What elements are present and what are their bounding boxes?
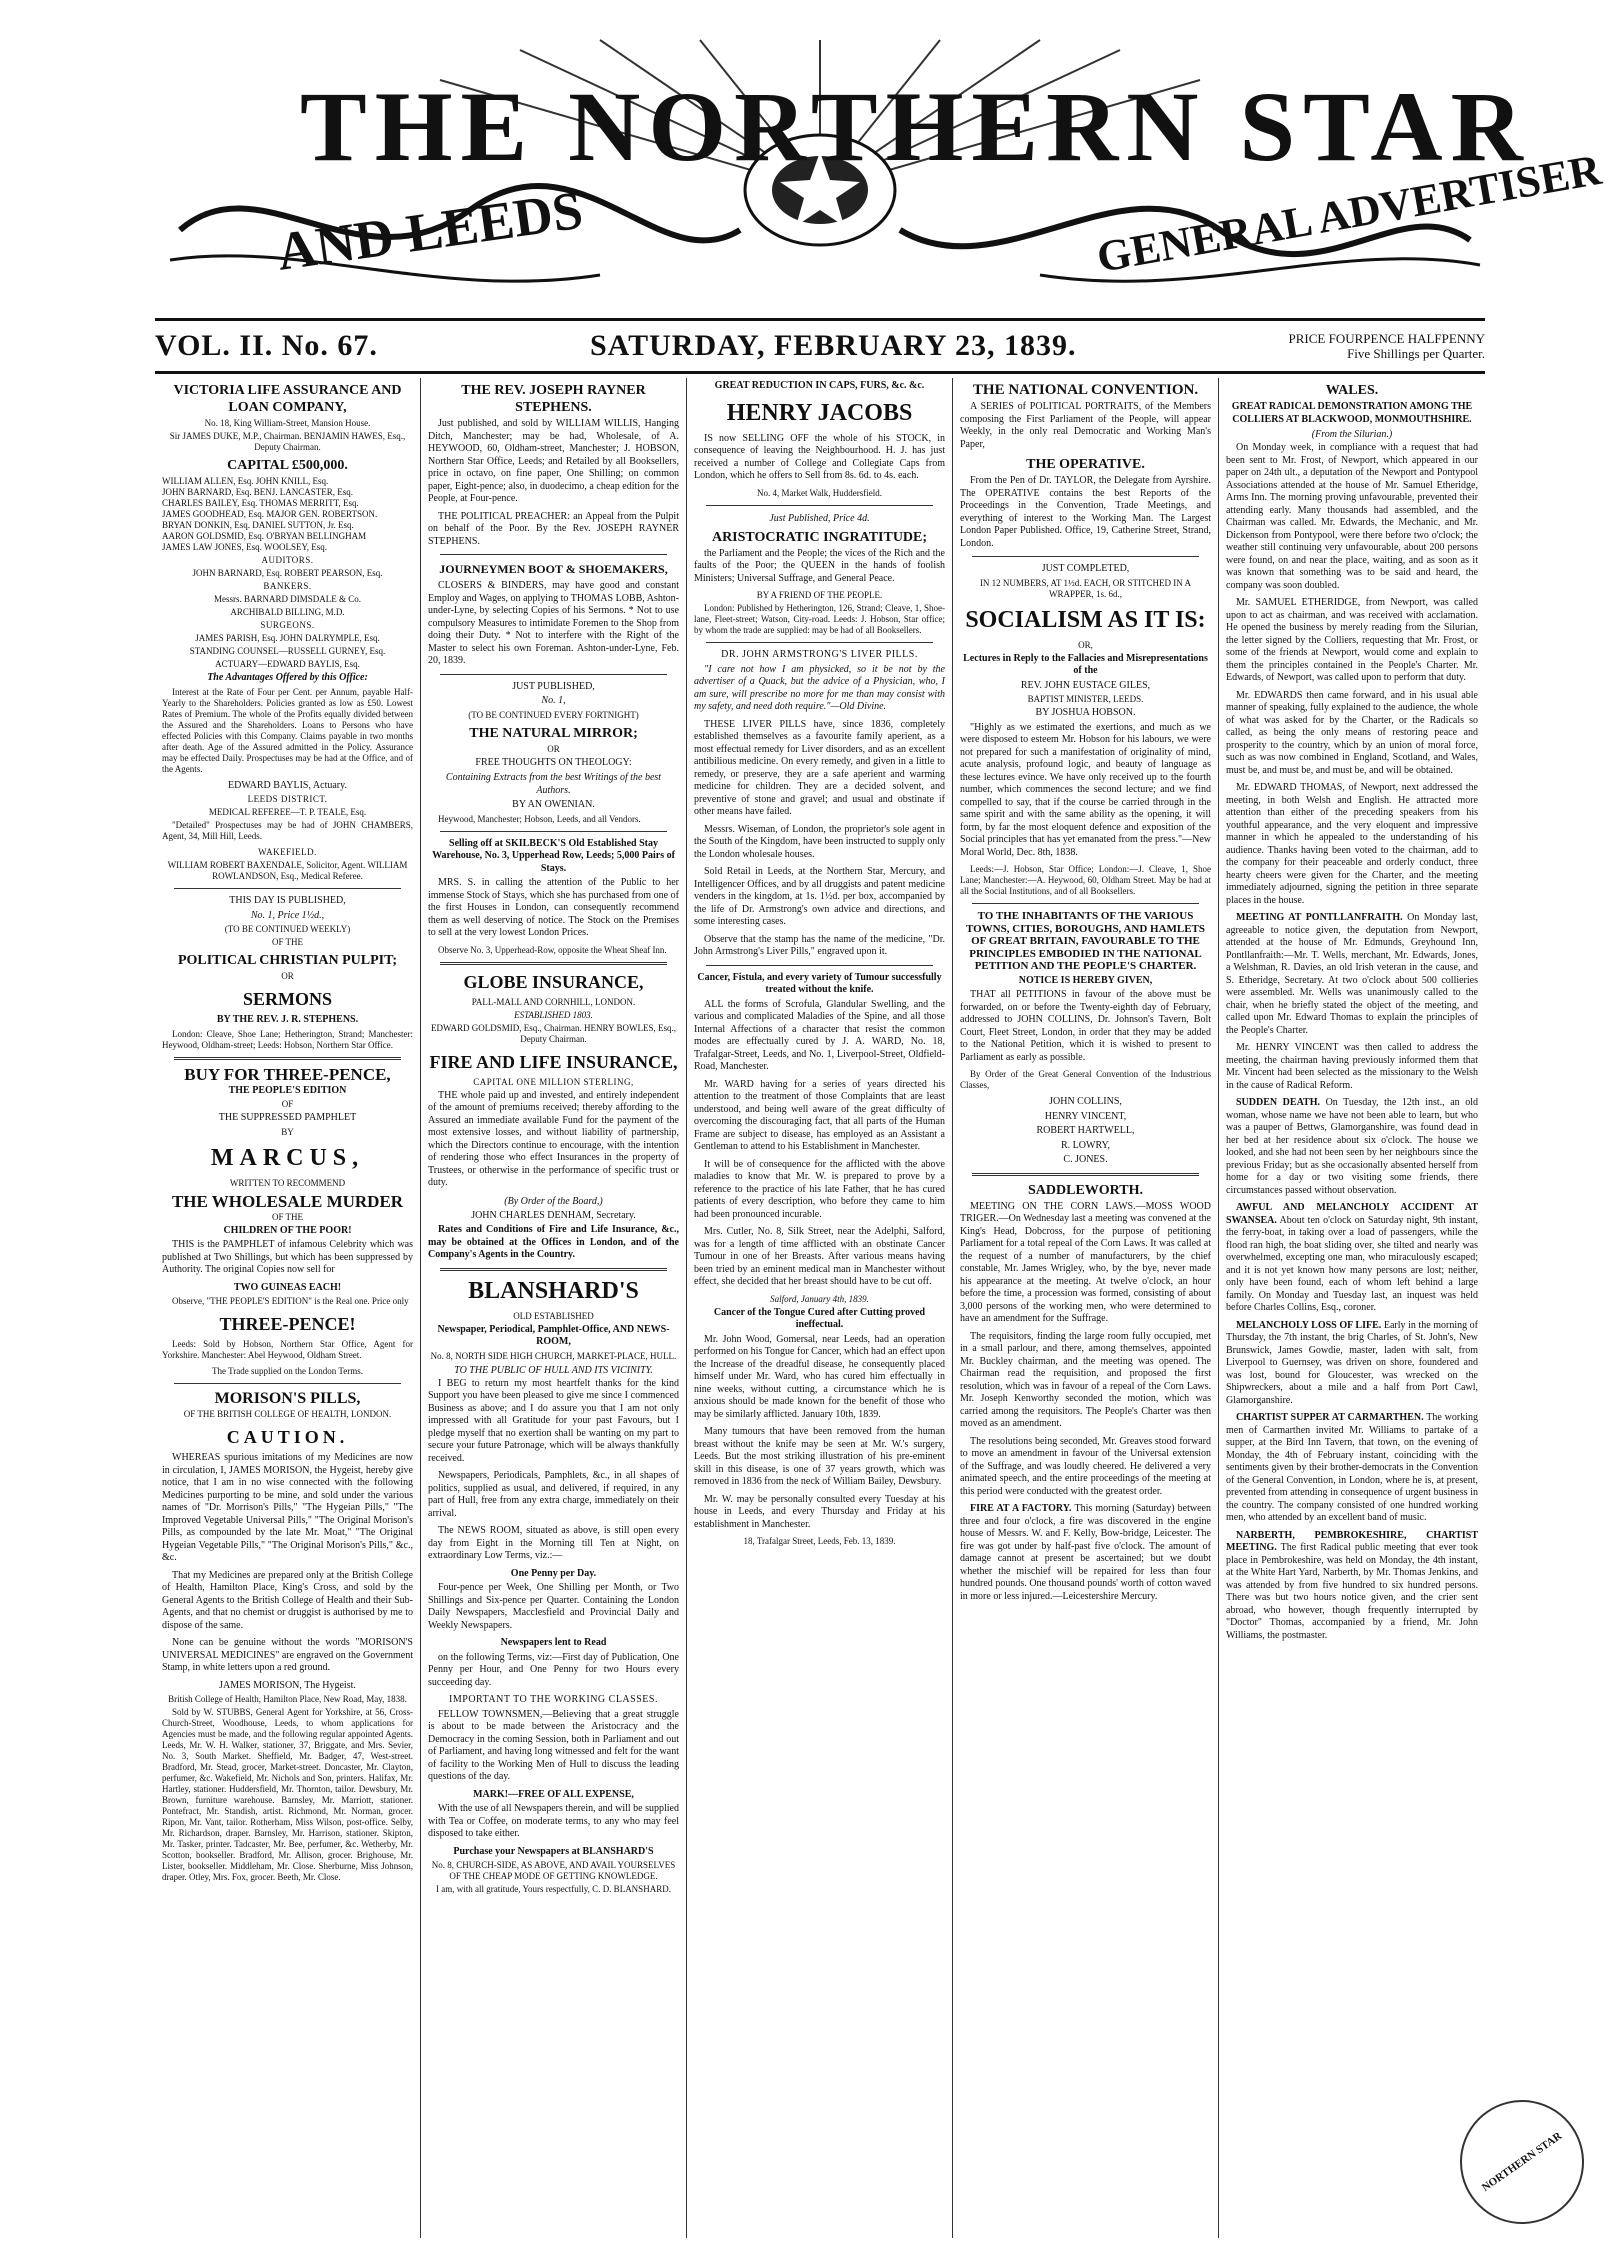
socialism-title: SOCIALISM AS IT IS:	[965, 606, 1206, 633]
divider	[706, 505, 933, 506]
journeymen-body: CLOSERS & BINDERS, may have good and constant Employ and Wages, on applying to THOMAS LOBB, Ashton-under-Lyne, by selecting Copies of his Sermons. * Not to use compulsory Measures to intimidate Foremen to the Shop from doing their Duty. * Not to interfere with the Right of the Master to select his own Foreman. Ashton-under-Lyne, Feb. 20, 1839.	[428, 580, 679, 666]
globe-chair: EDWARD GOLDSMID, Esq., Chairman. HENRY BOWLES, Esq., Deputy Chairman.	[431, 1022, 676, 1044]
dateline	[155, 318, 1485, 374]
socialism-numbers: IN 12 NUMBERS, AT 1½d. EACH, OR STITCHED IN A WRAPPER, 1s. 6d.,	[979, 577, 1192, 599]
marcus-sold: Leeds: Sold by Hobson, Northern Star Office, Agent for Yorkshire. Manchester: Abel Heywood, Oldham Street.	[162, 1339, 413, 1360]
narberth-body: The first Radical public meeting that ever took place in Pembrokeshire, was held on Monday, the 4th instant, at the White Hart Yard, Narberth, by Mr. Thomas Jenkins, and was attended by from five hundred to six hundred persons. There was but two hours notice given, and the crier sent abroad, who however, though frequently interrupted by "Doctor" Thomas, accompanied by a friend, Mr. John Williams, the postmaster.	[1226, 1542, 1478, 1641]
cancer-body: ALL the forms of Scrofula, Glandular Swelling, and the various and complicated Maladies of the Spine, and all those Internal Affections of a character that resist the common modes are effectually cured by J. A. WARD, No. 18, Trafalgar-Street, Leeds, and No. 1, Liverpool-Street, Oldfield-Road, Manchester.	[694, 998, 945, 1072]
jacobs-heading: HENRY JACOBS	[726, 399, 913, 426]
blanshard-address-2: No. 8, CHURCH-SIDE, AS ABOVE, AND AVAIL YOURSELVES OF THE CHEAP MODE OF GETTING KNOWLEDGE.	[431, 1860, 676, 1881]
armstrong-body-2: Messrs. Wiseman, of London, the proprietor's sole agent in the South of the Kingdom, have been instructed to supply only the London wholesale houses.	[694, 823, 945, 860]
saddleworth-body: MEETING ON THE CORN LAWS.—MOSS WOOD TRIGER.—On Wednesday last a meeting was convened at the King's Head, Dobcross, for the purpose of petitioning Parliament for a total repeal of the Corn Laws. It was called at the request of a number of manufacturers, by the chief constable, Mr. James Wrigley, who, by the bye, never made his appearance at the meeting. At twelve o'clock, an hour before the time, a procession was formed, consisting of about 3,000 persons of the working men, who were determined to have an amendment for the Suffrage.	[960, 1200, 1211, 1324]
physician: ARCHIBALD BILLING, M.D.	[230, 607, 345, 617]
signatory: HENRY VINCENT,	[1044, 1110, 1127, 1122]
sermons-pulpit: POLITICAL CHRISTIAN PULPIT;	[177, 953, 398, 968]
pontllanfraith	[1226, 912, 1478, 1037]
sudden-death-heading: SUDDEN DEATH.	[1236, 1097, 1320, 1108]
aristocratic-published: Just Published, Price 4d.	[769, 512, 870, 524]
globe-established: ESTABLISHED 1803.	[514, 1009, 593, 1020]
globe-address: PALL-MALL AND CORNHILL, LONDON.	[471, 996, 636, 1007]
blanshard-news: Newspaper, Periodical, Pamphlet-Office, AND NEWS-ROOM,	[437, 1323, 670, 1347]
capes-heading: GREAT REDUCTION IN CAPS, FURS, &c. &c.	[714, 380, 925, 391]
chartist-supper-heading: CHARTIST SUPPER AT CARMARTHEN.	[1236, 1412, 1424, 1423]
tongue-heading: Cancer of the Tongue Cured after Cutting proved ineffectual.	[713, 1306, 926, 1330]
socialism-or: OR,	[1078, 639, 1093, 650]
cancer-body-2: Mr. WARD having for a series of years directed his attention to the treatment of those Complaints that are least understood, and being well aware of the great difficulty of overcoming the discouraging fact, that all parts of the Human Frame are subject to disease, has employed as an Assistant a Gentleman to attend to his Establishment in Manchester.	[694, 1078, 945, 1152]
wales-sub: GREAT RADICAL DEMONSTRATION AMONG THE COLLIERS AT BLACKWOOD, MONMOUTHSHIRE.	[1231, 401, 1473, 425]
melancholy-loss-body: Early in the morning of Thursday, the 7th instant, the brig Charles, of St. John's, New Brunswick, James Gowdie, master, laden with salt, from Liverpool to Guernsey, was driven on shore, foundered and was lost, bound for Gloucester, was wrecked on the Shipwreckers, about a mile and a half from Port Cawl, Glamorganshire.	[1226, 1319, 1479, 1406]
surgeons-label: SURGEONS.	[260, 620, 315, 630]
divider	[972, 1173, 1199, 1176]
inhabitants-order: By Order of the Great General Convention of the Industrious Classes,	[960, 1069, 1211, 1090]
marcus-price: THREE-PENCE!	[219, 1314, 356, 1334]
signatory: R. LOWRY,	[1061, 1139, 1110, 1151]
mirror-continued: (TO BE CONTINUED EVERY FORTNIGHT)	[468, 709, 639, 720]
factory-fire-body: This morning (Saturday) between three and four o'clock, a fire was discovered in the engine house of Messrs. W. and F. Kelly, Bow-bridge, Leicester. The fire was got under by half-past five o'clock. The amount of damage cannot at present be ascertained; but we doubt whether the mischief will be repaired for less than four hundred pounds. One thousand pounds' worth of cotton waved in more or less injured.—Leicestershire Mercury.	[960, 1503, 1211, 1602]
caution-place: British College of Health, Hamilton Place, New Road, May, 1838.	[168, 1694, 407, 1704]
director-line: WILLIAM ALLEN, Esq. JOHN KNILL, Esq.	[162, 476, 329, 486]
socialism-published: JUST COMPLETED,	[1041, 563, 1130, 574]
socialism-sold: Leeds:—J. Hobson, Star Office; London:—J. Cleave, 1, Shoe Lane; Manchester:—A. Heywood, 60, Oldham Street. May be had at all the Social Institutions, and of all Booksellers.	[960, 864, 1211, 896]
blanshard-penny: One Penny per Day.	[510, 1567, 597, 1579]
wales-body: On Monday week, in compliance with a request that had been sent to Mr. Frost, of Newport, which appeared in our paper on 24th ult., a deputation of the Newport and Pontypool Associations attended at the house of Mr. Samuel Etheridge, Arms Inn. The morning proving unfavourable, prevented their attending early. Many thousands had assembled, and the Chairman was called. Mr. Edwards, the Mechanic, and Mr. Dickenson from Pontypool, were there before two o'clock; the weather still continuing very unfavourable, about 200 persons were found, on and near the place, waiting, and as soon as it was known that something was to be said and heard, the company was soon doubled.	[1226, 442, 1478, 591]
blanshard-lent-body: on the following Terms, viz:—First day of Publication, One Penny per Hour, and One Penny for two Hours every succeeding day.	[428, 1651, 679, 1688]
blanshard-body-2: Newspapers, Periodicals, Pamphlets, &c., in all shapes of politics, supplied as usual, and delivered, if required, in any part of Hull, free from any extra charge, immediately on their arrival.	[428, 1470, 679, 1519]
wakefield-label: WAKEFIELD.	[258, 847, 317, 857]
saddleworth-body-2: The requisitors, finding the large room fully occupied, met in a small parlour, and there, among themselves, appointed Mr. Buckley chairman, and the meeting was opened. The Chairman read the requisition, and proposed the first resolution, which was in favour of a repeal of the Corn Laws. Mr. Joseph Kenworthy seconded the motion, which was carried among the requisitors. The People's Charter was then moved as an amendment.	[960, 1330, 1211, 1429]
divider	[440, 1268, 667, 1271]
library-stamp: NORTHERN STAR	[1436, 2076, 1609, 2249]
director-line: BRYAN DONKIN, Esq. DANIEL SUTTON, Jr. Esq.	[162, 520, 354, 530]
armstrong-observe: Observe that the stamp has the name of the medicine, "Dr. John Armstrong's Liver Pills," engraved upon it.	[694, 933, 945, 957]
mirror-sold: Heywood, Manchester; Hobson, Leeds, and all Vendors.	[438, 813, 641, 824]
masthead-engraving	[140, 40, 1605, 310]
fire-rates: Rates and Conditions of Fire and Life Insurance, &c., may be obtained at the Offices in London, and of the Company's Agents in the Country.	[428, 1224, 679, 1260]
socialism-rev: REV. JOHN EUSTACE GILES,	[1020, 679, 1151, 691]
buy-by: BY	[281, 1126, 294, 1137]
awful-accident-heading: AWFUL AND MELANCHOLY ACCIDENT AT SWANSEA.	[1226, 1202, 1478, 1226]
marcus-written: WRITTEN TO RECOMMEND	[229, 1177, 346, 1188]
sermons-published: THIS DAY IS PUBLISHED,	[229, 895, 346, 906]
armstrong-quote: "I care not how I am physicked, so it be not by the advertiser of a Quack, but the advice of a Physician, who, I am sure, will prescribe no more for me than may consist with my safety, and need doth require."—Old Divine.	[694, 663, 945, 712]
marcus-observe: Observe, "THE PEOPLE'S EDITION" is the Real one. Price only	[172, 1296, 409, 1306]
marcus-body: THIS is the PAMPHLET of infamous Celebrity which was published at Two Shillings, but which has been suppressed by Authority. The original Copies now sell for	[162, 1239, 413, 1275]
caution-agents: Sold by W. STUBBS, General Agent for Yorkshire, at 56, Cross-Church-Street, Woodhouse, Leeds, to whom applications for Agencies must be made, and the following regular appointed Agents. Leeds, Mr. W. H. Walker, stationer, 37, Briggate, and Mrs. Sevier, No. 3, South Market. Sheffield, Mr. Badger, 47, West-street. Bradford, Mr. Stead, grocer, Market-street. Doncaster, Mr. Clayton, perfumer, &c. Wakefield, Mr. Nichols and Son, printers. Halifax, Mr. Hartley, stationer. Huddersfield, Mr. Thornton, tailor. Dewsbury, Mr. Brown, furniture warehouse. Barnsley, Mr. Marriott, stationer. Pontefract, Mr. Standish, artist. Richmond, Mr. Norman, grocer. Ripon, Mr. Vant, tailor. Rotherham, Miss Wilson, post-office. Selby, Mr. Richardson, draper. Barnsley, Mr. Harrison, stationer. Skipton, Mr. Tasker, printer. Tadcaster, Mr. Bee, perfumer, &c. Wetherby, Mr. Scotton, bookseller. Bradford, Mr. Allison, grocer. Brighouse, Mr. Lister, bookseller. Middleham, Mr. Close. Sherburne, Miss Johnson, draper. Otley, Mrs. Fox, grocer. Beeth, Mr. Close.	[162, 1707, 413, 1882]
column-3	[687, 378, 953, 2238]
wales-body-2: Mr. SAMUEL ETHERIDGE, from Newport, was called upon to act as chairman, and was received with acclamation. He opened the business by merely reading from the Silurian, the letter signed by the Colliers, requesting that Mr. Frost, or some of the friends at Newport, would come and explain to them the principles contained in the People's Charter. Mr. Edwards, of Newport, was called upon to perform that duty.	[1226, 597, 1478, 683]
cancer-heading: Cancer, Fistula, and every variety of Tumour successfully treated without the knife.	[697, 971, 942, 995]
bankers-label: BANKERS.	[263, 581, 312, 591]
actuary: ACTUARY—EDWARD BAYLIS, Esq.	[215, 659, 360, 669]
buy-edition: THE PEOPLE'S EDITION	[228, 1084, 347, 1096]
pontllanfraith-heading: MEETING AT PONTLLANFRAITH.	[1236, 912, 1403, 923]
socialism-sub: Lectures in Reply to the Fallacies and Misrepresentations of the	[963, 652, 1208, 676]
wales-body-4: Mr. EDWARD THOMAS, of Newport, next addressed the meeting, in both Welsh and English. He attracted more attention than either of the preceding speakers from his youthful appearance, and the very eloquent and impressive manner in which he appealed to the understanding of his audience. Thanks having been voted to the chairman, add to the company for their peaceable and orderly conduct, three hearty cheers were given for the Charter, and the meeting immediately adjourned, signing the petition in three separate places in the house.	[1226, 782, 1478, 906]
tongue-address: 18, Trafalgar Street, Leeds, Feb. 13, 1839.	[743, 1536, 896, 1546]
blanshard-body-3: The NEWS ROOM, situated as above, is still open every day from Eight in the Morning till Ten at Night, on extraordinary Low Terms, viz.:—	[428, 1525, 679, 1561]
chartist-supper-body: The working men of Carmarthen invited Mr. Williams to partake of a supper, at the Bird Inn Tavern, that town, on the evening of Monday, the 4th of February instant, coinciding with the sentiments given by their brother-democrats in the Convention of the General Convention, in London, where he is, at present, prevented from attending in consequence of urgent business in the country. The company consisted of one hundred working men, who attended by an excellent band of music.	[1226, 1412, 1478, 1523]
column-1	[155, 378, 421, 2238]
divider	[972, 556, 1199, 557]
marcus-murder: THE WHOLESALE MURDER	[171, 1191, 404, 1211]
blanshard-body: I BEG to return my most heartfelt thanks for the kind Support you have been pleased to give me since I commenced Business as above; and I do assure you that I am not only impressed with all Gratitude for your past Favours, but I pledge myself that no exertion shall be wanting on my part to secure your future Patronage, which will be always thankfully received.	[428, 1377, 679, 1464]
armstrong-sold: Sold Retail in Leeds, at the Northern Star, Mercury, and Intelligencer Offices, and by all druggists and patent medicine venders in the kingdom, at 1s. 1½d. per box, accompanied by the life of Dr. Armstrong's own advice and directions, and some interesting cases.	[694, 866, 945, 927]
caution-body-2: That my Medicines are prepared only at the British College of Health, Hamilton Place, King's Cross, and sold by the General Agents to the British College of Health and their Sub-Agents, and that no chemist or druggist is authorised by me to dispose of the same.	[162, 1569, 413, 1631]
pontllanfraith-body: On Monday last, agreeable to notice given, the deputation from Newport, attended at the house of Mr. Edmunds, Greyhound Inn, Pontllanfraith:—Mr. T. Wells, merchant, Mr. Edwards, Jones, a Welshman, R. Davies, an old Irish veteran in the cause, and S. Etheridge, Secretary. At two o'clock about 500 collieries were assembled. Mr. Wells was unanimously called to the chair, when he briefly stated the object of the meeting, and called upon Mr. Edward Thomas to explain the principles of the People's Charter.	[1226, 912, 1478, 1036]
sudden-death-body: On Tuesday, the 12th inst., an old woman, whose name we have not been able to learn, but who was a pauper of Bettws, Glamorganshire, was found dead in her bed at her residence about six o'clock. The house we looked, and she had not been seen by her neighbours since the previous Friday; but as she occasionally absented herself from home for a day or two visiting some friends, there circumstances passed without observation.	[1226, 1097, 1479, 1196]
stays-heading: Selling off at SKILBECK'S Old Established Stay Warehouse, No. 3, Upperhead Row, Leeds; 5,000 Pairs of Stays.	[432, 837, 675, 874]
melancholy-loss	[1226, 1320, 1478, 1408]
awful-accident	[1226, 1202, 1478, 1315]
divider	[440, 674, 667, 675]
sermons-body: London: Cleave, Shoe Lane; Hetherington, Strand; Manchester: Heywood, Oldham-street; Leeds: Hobson, Northern Star Office.	[162, 1028, 413, 1050]
price-notice	[1289, 331, 1485, 361]
wales-heading: WALES.	[1325, 383, 1379, 398]
inhabitants-heading: TO THE INHABITANTS OF THE VARIOUS TOWNS, CITIES, BOROUGHS, AND HAMLETS OF GREAT BRITAIN, FAVOURABLE TO THE PRINCIPLES EMBODIED IN THE NATIONAL PETITION AND THE PEOPLE'S CHARTER.	[965, 910, 1206, 972]
narberth-meeting	[1226, 1530, 1478, 1643]
director-line: JAMES GOODHEAD, Esq. MAJOR GEN. ROBERTSON.	[162, 509, 378, 519]
signatory: C. JONES.	[1063, 1154, 1108, 1165]
operative-body: From the Pen of Dr. TAYLOR, the Delegate from Ayrshire. The OPERATIVE contains the best Reports of the Proceedings in the Convention, Trade Meetings, and everything of interest to the Working Man. The Largest London Paper Published. Office, 19, Catherine Street, Strand, London.	[960, 475, 1211, 549]
column-4	[953, 378, 1219, 2238]
aristocratic-heading: ARISTOCRATIC INGRATITUDE;	[711, 529, 928, 545]
globe-heading: GLOBE INSURANCE,	[463, 971, 644, 992]
divider	[440, 962, 667, 965]
standing-counsel: STANDING COUNSEL—RUSSELL GURNEY, Esq.	[189, 646, 386, 656]
armstrong-heading: DR. JOHN ARMSTRONG'S LIVER PILLS.	[721, 649, 918, 660]
mirror-by: BY AN OWENIAN.	[512, 799, 595, 810]
mirror-number: No. 1,	[541, 695, 566, 706]
sermons-or: OR	[281, 971, 294, 981]
caution-heading: CAUTION.	[226, 1427, 349, 1447]
melancholy-loss-heading: MELANCHOLY LOSS OF LIFE.	[1236, 1319, 1382, 1331]
director-line: CHARLES BAILEY, Esq. THOMAS MERRITT, Esq.	[162, 498, 359, 508]
detailed-prospectus: "Detailed" Prospectuses may be had of JOHN CHAMBERS, Agent, 34, Mill Hill, Leeds.	[162, 820, 413, 841]
sermons-title: SERMONS	[242, 989, 332, 1009]
advantages-heading: The Advantages Offered by this Office:	[207, 672, 368, 683]
issue-date: SATURDAY, FEBRUARY 23, 1839.	[590, 329, 1077, 362]
journeymen-heading: JOURNEYMEN BOOT & SHOEMAKERS,	[439, 562, 668, 576]
socialism-minister: BAPTIST MINISTER, LEEDS.	[1027, 694, 1144, 704]
chartist-supper	[1226, 1412, 1478, 1525]
saddleworth-heading: SADDLEWORTH.	[1027, 1182, 1144, 1198]
blanshard-sign: I am, with all gratitude, Yours respectfully, C. D. BLANSHARD.	[436, 1884, 671, 1894]
buy-suppressed: THE SUPPRESSED PAMPHLET	[218, 1112, 357, 1123]
caution-body-3: None can be genuine without the words "MORISON'S UNIVERSAL MEDICINES" are engraved on the Government Stamp, in white letters upon a red ground.	[162, 1637, 413, 1673]
buy-heading: BUY FOR THREE-PENCE,	[184, 1064, 391, 1084]
morison-heading: MORISON'S PILLS,	[214, 1390, 361, 1407]
sermons-continued: (TO BE CONTINUED WEEKLY)	[224, 924, 351, 934]
mirror-or: OR	[547, 743, 560, 754]
signatory: JOHN COLLINS,	[1049, 1096, 1122, 1107]
aristocratic-sold: London: Published by Hetherington, 126, Strand; Cleave, 1, Shoe-lane, Fleet-street; Watson, City-road. Leeds: J. Hobson, Star office; by whom the trade are supplied: may be had of all Booksellers.	[694, 603, 945, 635]
operative-heading: THE OPERATIVE.	[1026, 457, 1145, 472]
divider	[174, 888, 401, 889]
marcus-children: CHILDREN OF THE POOR!	[223, 1224, 352, 1236]
blanshard-mark: MARK!—FREE OF ALL EXPENSE,	[473, 1788, 634, 1800]
blanshard-purchase: Purchase your Newspapers at BLANSHARD'S	[453, 1845, 654, 1857]
marcus-trade: The Trade supplied on the London Terms.	[212, 1366, 363, 1376]
masthead	[140, 40, 1605, 310]
fire-capital: CAPITAL ONE MILLION STERLING,	[473, 1076, 634, 1087]
stays-observe: Observe No. 3, Upperhead-Row, opposite the Wheat Sheaf Inn.	[438, 944, 667, 955]
jacobs-address: No. 4, Market Walk, Huddersfield.	[756, 487, 883, 498]
masthead-title-left: THE NORTHERN STAR	[300, 71, 1531, 182]
blanshard-fellow: FELLOW TOWNSMEN,—Believing that a great struggle is about to be made between the Aristocracy and the Democracy in the coming Session, both in Parliament and out of Parliament, and having long witnessed and felt for the want of facility to the Working Men of Hull to discuss the leading questions of the day.	[428, 1708, 679, 1782]
columns	[155, 378, 1485, 2238]
marcus-ofthe: OF THE	[271, 1211, 304, 1222]
victoria-address: No. 18, King William-Street, Mansion House.	[204, 418, 371, 428]
victoria-heading: VICTORIA LIFE ASSURANCE AND LOAN COMPANY,	[173, 383, 402, 415]
advantages-body: Interest at the Rate of Four per Cent. per Annum, payable Half-Yearly to the Shareholders. Policies granted as low as £50. Lowest Rates of Premium. The whole of the Profits equally divided between the Assured and the Shareholders. Loans to Persons who have effected Policies with this Company. Claims payable in two months after death. Age of the Assured admitted in the Policy. Assurance may be effected Daily. Prospectuses may be had at the Office, and of the Agents.	[162, 686, 413, 774]
volume-number: VOL. II. No. 67.	[155, 329, 378, 362]
jacobs-body: IS now SELLING OFF the whole of his STOCK, in consequence of leaving the Neighbourhood. H. J. has just received a number of College and Collegiate Caps from London, which he offers to Sell from 8s. 6d. to 4s. each.	[694, 432, 945, 481]
tongue-body-2: Many tumours that have been removed from the human breast without the knife may be seen at Mr. W.'s surgery, Leeds. But the most striking illustration of his pre-eminent skill in this disease, is one of 37 years growth, which was removed in 1836 from the neck of William Bailey, Dewsbury.	[694, 1426, 945, 1487]
wales-from: (From the Silurian.)	[1311, 429, 1393, 440]
tongue-body: Mr. John Wood, Gomersal, near Leeds, had an operation performed on his Tongue for Cancer, which had an effect upon the Increase of the dreadful disease, he consequently placed himself under Mr. Ward, who has cured him effectually in nine weeks, without cutting, a circumstance which he is anxious should be made known for the benefit of those who may be similarly afflicted. January 10th, 1839.	[694, 1333, 945, 1420]
pontllanfraith-body-2: Mr. HENRY VINCENT was then called to address the meeting, the chairman having previously informed them that Mr. Vincent had been selected as the missionary to the Welsh in the cause of Radical Reform.	[1226, 1042, 1478, 1091]
blanshard-address: No. 8, NORTH SIDE HIGH CHURCH, MARKET-PLACE, HULL.	[430, 1350, 677, 1361]
auditors-label: AUDITORS.	[261, 555, 314, 565]
price-line-1: PRICE FOURPENCE HALFPENNY	[1288, 331, 1485, 346]
inhabitants-body: THAT all PETITIONS in favour of the above must be forwarded, on or before the Twenty-eighth day of February, addressed to JOHN COLLINS, Dr. Johnson's Tavern, Bolt Court, Fleet Street, London, in order that they may be added to the National Petition, which it is wished to present to Parliament as early as possible.	[960, 989, 1211, 1063]
cancer-date: Salford, January 4th, 1839.	[770, 1293, 869, 1304]
caution-sign: JAMES MORISON, The Hygeist.	[219, 1679, 356, 1691]
blanshard-heading: BLANSHARD'S	[468, 1277, 639, 1304]
divider	[972, 903, 1199, 904]
mirror-extracts: Containing Extracts from the best Writings of the best Authors.	[445, 772, 662, 796]
fire-sign: JOHN CHARLES DENHAM, Secretary.	[471, 1209, 636, 1221]
fire-body: THE whole paid up and invested, and entirely independent of the amount of premiums received; thereby affording to the Assured an immediate available Fund for the payment of the most extensive losses, and without liability of partnership, which the Directors continue to encourage, with the intention of rendering those who effect Insurances in the property of Trustees, or otherwise in the performance of specific trust or duty.	[428, 1089, 679, 1188]
wakefield-agents: WILLIAM ROBERT BAXENDALE, Solicitor, Agent. WILLIAM ROWLANDSON, Esq., Medical Referee.	[167, 860, 408, 881]
saddleworth-body-3: The resolutions being seconded, Mr. Greaves stood forward to move an amendment in favour of the Universal extension of the Suffrage, and was loudly cheered. He delivered a very animated speech, and the entire proceedings of the meeting at this period were conducted with the greatest order.	[960, 1435, 1211, 1497]
bankers-list: Messrs. BARNARD DIMSDALE & Co.	[213, 594, 361, 604]
marcus-guineas: TWO GUINEAS EACH!	[233, 1281, 342, 1293]
cancer-body-3: It will be of consequence for the afflicted with the above maladies to know that Mr. W. is prepared to prove by a reference to the practice of his late Father, that he has cured patients of every description, who before they came to him had been pronounced incurable.	[694, 1158, 945, 1220]
sermons-of: OF THE	[271, 937, 304, 947]
price-line-2: Five Shillings per Quarter.	[1347, 346, 1485, 361]
factory-fire	[960, 1503, 1211, 1603]
fire-heading: FIRE AND LIFE INSURANCE,	[429, 1051, 678, 1072]
inhabitants-notice: NOTICE IS HEREBY GIVEN,	[1018, 974, 1153, 986]
socialism-by: BY JOSHUA HOBSON.	[1035, 707, 1136, 718]
masthead-subtitle-right: GENERAL ADVERTISER	[1093, 144, 1605, 282]
medical-referee: MEDICAL REFEREE—T. P. TEALE, Esq.	[208, 807, 367, 817]
armstrong-body: THESE LIVER PILLS have, since 1836, completely established themselves as a favourite family aperient, as a most effectual remedy for Liver disorders, and as an excellent antibilious medicine. On every remedy, and given in a little to remedy, or preserve, they are a safe aperient and warming medicine for children. They are a decided solvent, and preventive of stone and gravel; and usual and obstinate if other means have failed.	[694, 718, 945, 817]
blanshard-public: TO THE PUBLIC OF HULL AND ITS VICINITY.	[454, 1364, 653, 1376]
blanshard-sub: OLD ESTABLISHED	[513, 1310, 594, 1321]
victoria-capital: CAPITAL £500,000.	[227, 458, 348, 473]
director-line: JOHN BARNARD, Esq. BENJ. LANCASTER, Esq.	[162, 487, 354, 497]
buy-of: OF	[281, 1099, 294, 1109]
actuary-sign: EDWARD BAYLIS, Actuary.	[228, 779, 347, 791]
marcus-title: MARCUS,	[210, 1144, 365, 1171]
awful-accident-body: About ten o'clock on Saturday night, 9th instant, the ferry-boat, in taking over a load of passengers, while the flood ran high, the boat sliding over, she tilted and nearly was overwhelmed, excepting one man, who miraculously escaped; and it is not yet known how many persons are lost; neither, only have been found, each of whom left behind a large family. On Monday and Tuesday last, an inquest was held before Charles Collins, Esq., coroner.	[1226, 1214, 1478, 1313]
narberth-heading: NARBERTH, PEMBROKESHIRE, CHARTIST MEETING.	[1226, 1529, 1478, 1553]
director-line: JAMES LAW JONES, Esq. WOOLSEY, Esq.	[162, 542, 328, 552]
column-2	[421, 378, 687, 2238]
tongue-body-3: Mr. W. may be personally consulted every Tuesday at his house in Leeds, and every Thursday and Friday at his establishment in Manchester.	[694, 1493, 945, 1530]
aristocratic-body: the Parliament and the People; the vices of the Rich and the faults of the Poor; the QUEEN in the hands of foolish Ministers; Universal Suffrage, and General Peace.	[694, 547, 945, 584]
socialism-review: "Highly as we estimated the exertions, and much as we were disposed to esteem Mr. Hobson for his labours, we were not prepared for such a manifestation of originality of mind, acute analysis, profound logic, and beauty of language as these lectures evince. We have only received up to the fourth number, which commences the second lecture; and we find compelled to say, that if the course be carried through in the same spirit and with the same ability as the opening, it will form, by far the most eloquent defence and exposition of the Social principles that has yet emanated from the press."—New Moral World, Dec. 8th, 1838.	[960, 721, 1211, 858]
blanshard-important: IMPORTANT TO THE WORKING CLASSES.	[449, 1694, 658, 1705]
signatory: ROBERT HARTWELL,	[1036, 1125, 1135, 1136]
blanshard-lent: Newspapers lent to Read	[500, 1637, 607, 1648]
mirror-sub: FREE THOUGHTS ON THEOLOGY:	[475, 756, 632, 768]
surgeons-list: JAMES PARISH, Esq. JOHN DALRYMPLE, Esq.	[195, 633, 380, 643]
mirror-title: THE NATURAL MIRROR;	[469, 725, 638, 741]
divider	[174, 1383, 401, 1384]
stays-body: MRS. S. in calling the attention of the Public to her immense Stock of Stays, which she has purchased from one of the first Houses in London, can consequently recommend them as well deserving of notice. The Stock on the Premises to sell at the very lowest London Prices.	[428, 877, 679, 938]
leeds-district: LEEDS DISTRICT.	[247, 794, 328, 804]
masthead-subtitle-left: AND LEEDS	[273, 179, 587, 282]
divider	[174, 1057, 401, 1060]
divider	[440, 831, 667, 832]
cancer-body-4: Mrs. Cutler, No. 8, Silk Street, near the Adelphi, Salford, was for a length of time afflicted with an obstinate Cancer Tumour in one of her Breasts. After various means having been tried by an eminent medical man in Manchester without effect, she decided that her breast should have to be cut off.	[694, 1226, 945, 1287]
divider	[706, 965, 933, 966]
political-preacher: THE POLITICAL PREACHER: an Appeal from the Pulpit on behalf of the Poor. By the Rev. JOSEPH RAYNER STEPHENS.	[428, 510, 679, 547]
director-line: AARON GOLDSMID, Esq. O'BRYAN BELLINGHAM	[162, 531, 367, 541]
wales-body-3: Mr. EDWARDS then came forward, and in his usual able manner of speaking, fully explained to the audience, the whole of what was asked for by the Charter, or the Radicals so called, as being the only means of restoring peace and prosperity to the country, which by an union of moral force, such as was now combined in England, Scotland, and Wales, must be, and must be, and must be, and will be obtained.	[1226, 689, 1478, 776]
fire-order: (By Order of the Board,)	[504, 1195, 603, 1207]
sermons-number: No. 1, Price 1½d.,	[250, 909, 325, 921]
stephens-body: Just published, and sold by WILLIAM WILLIS, Hanging Ditch, Manchester; may be had, Wholesale, of A. HEYWOOD, 60, Oldham-street, Manchester; J. HOBSON, Northern Star Office, Leeds; and Retailed by all Booksellers, price in octavo, on fine paper, One Shilling; on common paper, Eight-pence; also, in duodecimo, a cheap edition for the People, at Four-pence.	[428, 418, 679, 504]
stephens-heading: THE REV. JOSEPH RAYNER STEPHENS.	[461, 383, 646, 415]
factory-fire-heading: FIRE AT A FACTORY.	[970, 1503, 1072, 1514]
sermons-by: BY THE REV. J. R. STEPHENS.	[216, 1014, 359, 1025]
auditors-list: JOHN BARNARD, Esq. ROBERT PEARSON, Esq.	[192, 568, 383, 578]
sudden-death	[1226, 1097, 1478, 1197]
blanshard-mark-body: With the use of all Newspapers therein, and will be supplied with Tea or Coffee, on moderate terms, to any who may feel disposed to take either.	[428, 1803, 679, 1839]
caution-body: WHEREAS spurious imitations of my Medicines are now in circulation, I, JAMES MORISON, the Hygeist, hereby give notice, that I am in no wise connected with the following Medicines purporting to be mine, and sold under the various names of "Dr. Morrison's Pills," "The Hygeian Pills," "The Improved Vegetable Universal Pills," "The Original Morison's Pills, as compounded by the late Mr. Moat," "The Original Hygeian Vegetable Pills," "The Original Morison's Pills," &c., &c.	[162, 1452, 413, 1563]
aristocratic-by: BY A FRIEND OF THE PEOPLE.	[756, 590, 883, 600]
column-5	[1219, 378, 1485, 2238]
divider	[440, 554, 667, 555]
victoria-chair: Sir JAMES DUKE, M.P., Chairman. BENJAMIN HAWES, Esq., Deputy Chairman.	[169, 431, 406, 452]
blanshard-terms: Four-pence per Week, One Shilling per Month, or Two Shillings and Six-pence per Quarter. Containing the London Daily Newspapers, Macclesfield and Provincial Daily and Weekly Newspapers.	[428, 1582, 679, 1631]
convention-body: A SERIES of POLITICAL PORTRAITS, of the Members composing the First Parliament of the People, will appear Weekly, in the only real Democratic and Working Man's Paper,	[960, 401, 1211, 450]
mirror-published: JUST PUBLISHED,	[512, 680, 595, 692]
divider	[706, 642, 933, 643]
convention-heading: THE NATIONAL CONVENTION.	[972, 382, 1199, 398]
morison-sub: OF THE BRITISH COLLEGE OF HEALTH, LONDON.	[183, 1409, 392, 1419]
